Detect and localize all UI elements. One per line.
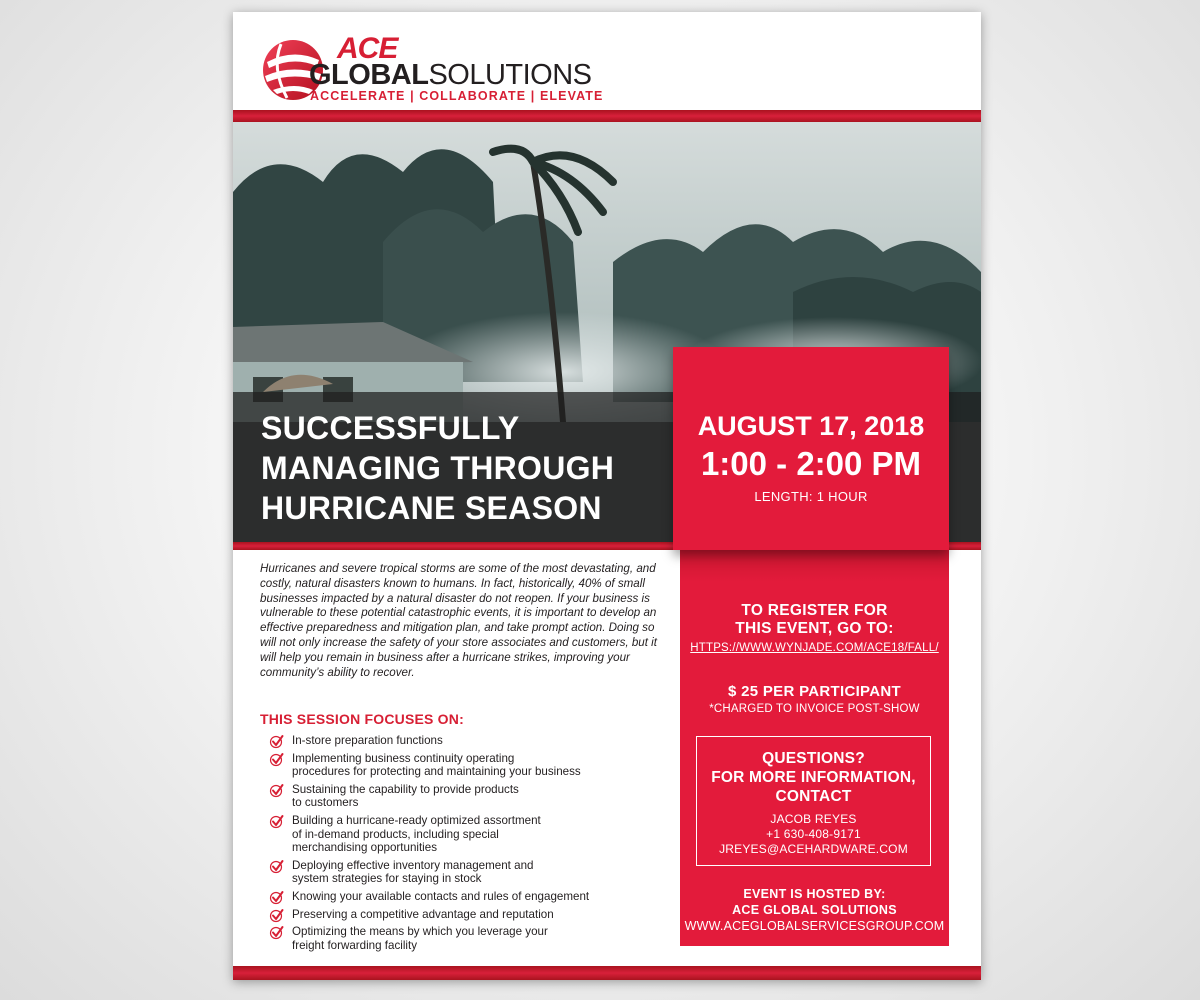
- list-item-text: Knowing your available contacts and rules of engagement: [292, 889, 590, 903]
- list-item-text: freight forwarding facility: [292, 938, 418, 952]
- price-note: *CHARGED TO INVOICE POST-SHOW: [709, 703, 920, 715]
- list-item: [269, 814, 659, 855]
- price: $ 25 PER PARTICIPANT: [728, 683, 901, 700]
- list-item-text: Optimizing the means by which you leverage your: [292, 925, 548, 939]
- logo-name-regular: SOLUTIONS: [428, 59, 592, 91]
- registration-panel: [680, 550, 949, 946]
- logo-name: [309, 59, 592, 92]
- event-time: 1:00 - 2:00 PM: [700, 445, 922, 482]
- list-item-text: of in-demand products, including special: [292, 827, 499, 841]
- list-item: [269, 752, 659, 779]
- contact-heading-line-2: FOR MORE INFORMATION,: [711, 769, 916, 786]
- focus-list: [269, 734, 659, 956]
- list-item: [269, 908, 659, 922]
- event-flyer: [233, 12, 981, 980]
- flyer-header: [233, 12, 981, 110]
- list-item-text: Building a hurricane-ready optimized assortment: [292, 813, 541, 827]
- list-item-text: system strategies for staying in stock: [292, 872, 482, 886]
- list-item: [269, 783, 659, 810]
- list-item-text: Sustaining the capability to provide products: [292, 782, 519, 796]
- event-date: AUGUST 17, 2018: [697, 411, 925, 441]
- check-icon: [269, 890, 284, 905]
- logo-name-bold: GLOBAL: [309, 59, 429, 91]
- event-title-line-3: HURRICANE SEASON: [261, 490, 602, 526]
- contact-box: [696, 736, 931, 866]
- event-title-line-2: MANAGING THROUGH: [261, 450, 615, 486]
- check-icon: [269, 925, 284, 940]
- check-icon: [269, 908, 284, 923]
- event-title: [261, 408, 681, 528]
- host-heading-line-2: ACE GLOBAL SOLUTIONS: [732, 903, 897, 917]
- list-item: [269, 859, 659, 886]
- logo-tagline: ACCELERATE | COLLABORATE | ELEVATE: [310, 89, 604, 103]
- intro-paragraph: Hurricanes and severe tropical storms are some of the most devastating, and costly, natural disasters known to humans. In fact, historically, 40% of small businesses impacted by a natural disaster do not reopen. If your business is vulnerable to these potential catastrophic events, it is important to develop an effective preparedness and mitigation plan, and take prompt action. Doing so will not only increase the safety of your store associates and customers, but it will help you remain in business after a hurricane strikes, improving your community’s ability to recover.: [260, 562, 657, 679]
- host-heading: [680, 886, 949, 918]
- contact-heading-line-1: QUESTIONS?: [762, 750, 865, 767]
- contact-heading-line-3: CONTACT: [775, 788, 852, 805]
- list-item: [269, 734, 659, 748]
- check-icon: [269, 752, 284, 767]
- list-item-text: Deploying effective inventory management and: [292, 858, 534, 872]
- event-length: LENGTH: 1 HOUR: [754, 489, 868, 504]
- list-item-text: Implementing business continuity operating: [292, 751, 515, 765]
- check-icon: [269, 859, 284, 874]
- list-item-text: merchandising opportunities: [292, 841, 438, 855]
- bottom-red-bar: [233, 966, 981, 980]
- contact-email[interactable]: JREYES@ACEHARDWARE.COM: [719, 842, 908, 856]
- event-date-box: [673, 347, 949, 550]
- register-heading: [680, 602, 949, 638]
- focus-heading: THIS SESSION FOCUSES ON:: [260, 711, 464, 727]
- contact-heading: [697, 749, 930, 806]
- host-url[interactable]: WWW.ACEGLOBALSERVICESGROUP.COM: [684, 919, 945, 933]
- top-red-bar: [233, 110, 981, 122]
- contact-name: JACOB REYES: [770, 812, 857, 826]
- check-icon: [269, 734, 284, 749]
- register-heading-line-1: TO REGISTER FOR: [741, 602, 888, 619]
- list-item: [269, 890, 659, 904]
- check-icon: [269, 783, 284, 798]
- logo-brand-ace: ACE: [337, 32, 398, 65]
- register-link[interactable]: HTTPS://WWW.WYNJADE.COM/ACE18/FALL/: [690, 642, 939, 654]
- list-item: [269, 925, 659, 952]
- register-heading-line-2: THIS EVENT, GO TO:: [735, 620, 894, 637]
- list-item-text: to customers: [292, 796, 359, 810]
- contact-phone[interactable]: +1 630-408-9171: [766, 827, 861, 841]
- list-item-text: In-store preparation functions: [292, 734, 443, 747]
- list-item-text: procedures for protecting and maintaining your business: [292, 765, 581, 779]
- check-icon: [269, 814, 284, 829]
- host-heading-line-1: EVENT IS HOSTED BY:: [743, 887, 886, 901]
- list-item-text: Preserving a competitive advantage and reputation: [292, 907, 554, 921]
- event-title-line-1: SUCCESSFULLY: [261, 410, 520, 446]
